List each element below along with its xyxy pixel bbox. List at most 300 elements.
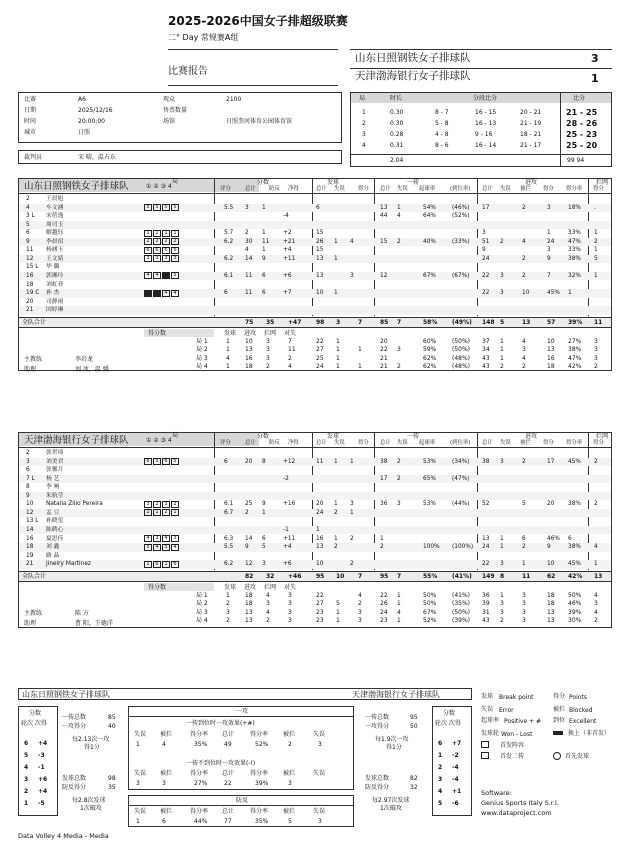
set-stat-cell: 3: [522, 608, 526, 616]
set-stat-cell: 38%: [568, 346, 582, 354]
col-header: 得分率: [190, 770, 209, 777]
stat-cell: 1: [334, 290, 338, 297]
player-number: 20: [26, 298, 34, 305]
stat-cell: 100%: [423, 544, 440, 551]
set-stat-cell: 22: [316, 337, 324, 345]
player-set-positions: 2 2 2 2: [144, 238, 180, 257]
stat-cell: 38%: [568, 544, 581, 551]
set-stat-cell: 4: [288, 363, 292, 371]
assistant-coaches: 刘 冰，温 媛: [75, 365, 109, 373]
set-stat-cell: 2: [500, 363, 504, 371]
set-stat-cell: 3: [226, 608, 230, 616]
rotation-number: 1: [438, 752, 443, 759]
stat-cell: 12: [245, 561, 253, 568]
set-stat-cell: 16: [547, 354, 555, 362]
stat-cell: 2: [245, 230, 249, 237]
rotation-diff: +4: [38, 740, 48, 747]
stat-cell: 6.2: [224, 255, 234, 262]
col-group-header: 拦网: [596, 433, 609, 440]
set-stat-cell: (48%): [452, 363, 471, 371]
set-score: 25 - 20: [566, 141, 598, 150]
set-stat-cell: 4: [266, 591, 270, 599]
stat-cell: 13: [482, 535, 490, 542]
set-cell: 4: [362, 142, 366, 149]
rotation-diff: -2: [452, 752, 459, 759]
stat-cell: 15: [380, 238, 388, 245]
set-stat-cell: 1: [336, 363, 340, 371]
set-stat-cell: 2: [358, 600, 362, 608]
col-header: 失误: [313, 731, 326, 738]
player-number: 18: [26, 544, 34, 551]
set-stat-cell: 2: [226, 617, 230, 625]
col-header: 被拦: [160, 770, 173, 777]
stat-cell: 53%: [423, 501, 436, 508]
away-sets-won: 1: [591, 72, 599, 85]
stat-cell: 9: [482, 247, 486, 254]
stat-cell: 4: [245, 247, 249, 254]
stat-cell: 35%: [194, 741, 208, 748]
stat-cell: (46%): [452, 204, 470, 211]
stat-cell: 25: [245, 501, 253, 508]
stat-cell: 3: [136, 780, 140, 787]
stat-cell: 47%: [568, 238, 581, 245]
stat-cell: 24: [482, 544, 490, 551]
stat-cell: 2: [594, 238, 598, 245]
set-stat-cell: 18: [245, 363, 253, 371]
stat-cell: 1: [350, 509, 354, 516]
stat-cell: 1: [568, 290, 572, 297]
player-number: 6: [26, 230, 30, 237]
stat-cell: 2: [350, 535, 354, 542]
set-stat-cell: 34: [482, 346, 490, 354]
points-by-set-label: 得分数: [148, 583, 167, 591]
team-total-cell: 85: [380, 318, 389, 326]
stat-cell: 2: [245, 509, 249, 516]
stat-cell: 2: [500, 238, 504, 245]
team-total-cell: 82: [245, 572, 254, 580]
set-stat-cell: 4: [594, 608, 598, 616]
set-stat-cell: 4: [522, 337, 526, 345]
player-name: 郭湘玲: [46, 272, 64, 279]
stat-cell: 6: [316, 204, 320, 211]
set-cell: 2: [362, 120, 366, 127]
player-set-positions: 2 1 2 1: [144, 509, 180, 528]
set-row-label: 局 2: [196, 600, 208, 608]
stat-cell: 5.5: [224, 544, 234, 551]
stat-cell: 10: [522, 290, 530, 297]
stat-cell: 9: [245, 544, 249, 551]
set-stat-cell: (50%): [452, 346, 471, 354]
stat-cell: 6.2: [224, 238, 234, 245]
col-header: (到位率): [450, 440, 471, 446]
stat-cell: +16: [283, 501, 296, 508]
player-number: 13 L: [26, 518, 39, 525]
set-stat-cell: 1: [336, 354, 340, 362]
stat-cell: 17: [482, 204, 490, 211]
stat-cell: +11: [283, 255, 296, 262]
stat-cell: +6: [283, 561, 292, 568]
stat-cell: 65%: [423, 475, 436, 482]
col-header: 评分: [220, 186, 231, 192]
set-stat-cell: 5: [336, 600, 340, 608]
set-row-label: 局 2: [196, 346, 208, 354]
col-group-header: 分数: [257, 179, 270, 186]
col-header: 总计: [482, 186, 493, 192]
rotation-number: 2: [438, 764, 443, 771]
stat-cell: 3: [318, 818, 322, 825]
set-cell: 8 - 7: [435, 109, 449, 116]
team-total-cell: 98: [316, 318, 325, 326]
player-name: 王文婧: [46, 255, 64, 262]
col-header: 被拦: [520, 440, 531, 446]
player-name: 张世琦: [46, 450, 64, 456]
stat-cell: 3: [547, 247, 551, 254]
team-total-cell: 7: [358, 318, 363, 326]
player-number: 21: [26, 307, 34, 314]
stat-cell: 3: [547, 204, 551, 211]
set-stat-cell: 62%: [423, 363, 437, 371]
stat-cell: 1: [316, 526, 320, 533]
stat-cell: 9: [547, 255, 551, 262]
stat-cell: 13: [316, 255, 324, 262]
stat-cell: 1: [397, 204, 401, 211]
player-number: 19 C: [26, 290, 40, 297]
player-name: 王晨旭: [46, 196, 64, 202]
rotation-number: 1: [24, 800, 29, 807]
assistant-label: 助理: [24, 619, 37, 627]
set-stat-cell: 3: [522, 346, 526, 354]
set-stat-cell: 37: [482, 337, 490, 345]
first-serve-icon: [553, 752, 561, 760]
team-total-cell: 95: [316, 572, 325, 580]
col-group-header: 一传: [407, 179, 420, 186]
stat-cell: 3: [262, 561, 266, 568]
stat-cell: 1: [334, 501, 338, 508]
set-stat-cell: 11: [288, 346, 296, 354]
team-total-cell: 95: [380, 572, 389, 580]
set-row-label: 局 1: [196, 337, 208, 345]
player-name: 国婷琳: [46, 307, 64, 314]
stat-cell: 11: [316, 458, 324, 465]
set-stat-cell: 4: [266, 608, 270, 616]
stat-cell: 3: [162, 780, 166, 787]
col-header: 起球率: [419, 186, 436, 192]
set-stat-cell: 59%: [423, 346, 437, 354]
set-row-label: 局 4: [196, 363, 208, 371]
col-header: 失误: [134, 808, 147, 815]
stat-cell: 35%: [255, 818, 269, 825]
set-stat-cell: 22: [380, 346, 388, 354]
stat-cell: 1: [500, 544, 504, 551]
stat-cell: 45%: [568, 458, 581, 465]
stat-cell: 10: [316, 290, 324, 297]
set-stat-cell: 24: [316, 363, 324, 371]
stat-cell: -4: [283, 213, 289, 220]
set-cell: 21 - 17: [520, 142, 542, 149]
col-header: 失误: [500, 440, 511, 446]
team-total-cell: 8: [500, 572, 505, 580]
stat-cell: 6: [224, 458, 228, 465]
set-stat-cell: 3: [288, 608, 292, 616]
set-stat-cell: 1: [358, 363, 362, 371]
stat-cell: 46%: [547, 535, 560, 542]
col-header: 对失: [284, 583, 297, 591]
set-stat-cell: 22: [380, 591, 388, 599]
player-set-positions: 5 4 5 4: [144, 544, 180, 563]
stat-cell: 4: [350, 238, 354, 245]
rotation-number: 2: [24, 788, 29, 795]
col-header: 得分: [543, 186, 554, 192]
set-stat-cell: 1: [336, 608, 340, 616]
footer: Data Volley 4 Media - Media: [18, 832, 109, 840]
team-total-cell: (49%): [452, 318, 472, 326]
set-stat-cell: 4: [594, 591, 598, 599]
set-stat-cell: 1: [226, 591, 230, 599]
set-stat-cell: 3: [522, 617, 526, 625]
stat-cell: 11: [262, 238, 270, 245]
col-header: 失误: [313, 808, 326, 815]
player-number: 2: [26, 196, 30, 202]
col-group-header: 拦网: [596, 179, 609, 186]
total-duration: 2.04: [390, 157, 404, 164]
sub-icon: [553, 731, 563, 735]
rotation-diff: +4: [38, 788, 48, 795]
away-team-name: 天津渤海银行女子排球队: [355, 70, 471, 82]
stat-cell: +6: [283, 272, 292, 279]
set-stat-cell: 1: [226, 363, 230, 371]
set-stat-cell: 10: [245, 337, 253, 345]
col-header: 失误: [334, 186, 345, 192]
team-total-cell: +47: [288, 318, 302, 326]
col-header: 总计: [482, 440, 493, 446]
set-cell: 20 - 21: [520, 109, 542, 116]
stat-cell: 2: [522, 544, 526, 551]
rotation-diff: -4: [452, 764, 459, 771]
stat-cell: 5.5: [224, 204, 234, 211]
rotation-diff: -5: [38, 800, 45, 807]
set-stat-cell: 2: [288, 354, 292, 362]
player-name: Natalia Zilio Pereira: [46, 501, 103, 508]
stat-cell: 2: [397, 475, 401, 482]
set-stat-cell: 39%: [568, 608, 582, 616]
stat-cell: 3: [500, 561, 504, 568]
stat-cell: 1: [136, 818, 140, 825]
set-stat-cell: 43: [482, 617, 490, 625]
team-total-cell: 149: [482, 572, 495, 580]
col-header: 评分: [220, 440, 231, 446]
col-group-header: 进攻: [525, 433, 538, 440]
col-header: 失误: [313, 770, 326, 777]
stat-cell: 2: [522, 255, 526, 262]
team-total-cell: 148: [482, 318, 495, 326]
set-stat-cell: 3: [266, 346, 270, 354]
stat-cell: 4: [162, 741, 166, 748]
col-header: 失误: [397, 186, 408, 192]
stat-cell: 14: [245, 255, 253, 262]
rotation-number: 6: [438, 740, 443, 747]
stat-cell: 10: [316, 561, 324, 568]
stat-cell: 5: [522, 501, 526, 508]
stat-cell: 22: [482, 561, 490, 568]
stat-cell: 27%: [194, 780, 208, 787]
head-coach: 陈 方: [75, 609, 89, 617]
col-header: 拦网: [264, 583, 277, 591]
stat-cell: 1: [380, 535, 384, 542]
stat-cell: (47%): [452, 475, 470, 482]
stat-cell: 3: [350, 501, 354, 508]
set-stat-cell: 2: [522, 363, 526, 371]
set-stat-cell: 18: [547, 363, 555, 371]
assistant-coaches: 曹 阳，王德洋: [75, 619, 113, 627]
stat-cell: 6: [262, 272, 266, 279]
team-total-label: 全队合计: [22, 572, 47, 580]
stat-cell: 11: [245, 290, 253, 297]
player-set-positions: 6 5 6 5: [144, 458, 180, 477]
stat-cell: 67%: [423, 272, 436, 279]
col-group-header: 一传: [407, 433, 420, 440]
col-header: 防反: [269, 186, 280, 192]
stat-cell: 6: [224, 290, 228, 297]
team-total-cell: 7: [397, 318, 402, 326]
stat-cell: 77: [224, 818, 232, 825]
col-header: 被拦: [520, 186, 531, 192]
stat-cell: 6: [262, 290, 266, 297]
stat-cell: 11: [245, 272, 253, 279]
stat-cell: 3: [350, 272, 354, 279]
set-stat-cell: 10: [547, 337, 555, 345]
stat-cell: 38: [380, 458, 388, 465]
rotation-diff: -3: [38, 752, 45, 759]
round-label: 二° Day 常规赛A组: [168, 33, 239, 42]
set-stat-cell: 2: [500, 617, 504, 625]
assistant-label: 助理: [24, 365, 37, 373]
col-header: 得分率: [250, 808, 269, 815]
stat-cell: 6.7: [224, 509, 234, 516]
stat-cell: 2: [522, 272, 526, 279]
stat-cell: 15: [316, 247, 324, 254]
set-stat-cell: 7: [288, 337, 292, 345]
set-cell: 5 - 8: [435, 120, 449, 127]
player-name: 孙晓玺: [46, 518, 64, 525]
set-stat-cell: 3: [266, 600, 270, 608]
team-total-cell: 5: [500, 318, 505, 326]
stat-cell: 1: [334, 535, 338, 542]
set-stat-cell: 3: [522, 591, 526, 599]
col-header: 被拦: [283, 808, 296, 815]
stat-cell: 1: [262, 204, 266, 211]
player-name: 宋蓓逸: [46, 213, 64, 220]
player-name: 司静雨: [46, 298, 64, 305]
stat-cell: 17: [547, 458, 555, 465]
stat-cell: 9: [547, 544, 551, 551]
first-attack-box: [128, 706, 354, 790]
set-cell: 0.28: [390, 131, 404, 138]
stat-cell: 1: [500, 535, 504, 542]
player-set-positions: 3 3 3 3: [144, 255, 180, 274]
match-info: [18, 92, 342, 143]
set-stat-cell: 13: [245, 608, 253, 616]
col-header: 总计: [380, 440, 391, 446]
col-header: 对失: [284, 329, 297, 337]
set-stat-cell: (48%): [452, 354, 471, 362]
stat-cell: 1: [262, 247, 266, 254]
col-header: 得分率: [566, 440, 583, 446]
set-stat-cell: 47%: [568, 354, 582, 362]
set-stat-cell: 3: [288, 600, 292, 608]
rotation-number: 4: [438, 788, 443, 795]
stat-cell: 2: [350, 561, 354, 568]
stat-cell: 64%: [423, 213, 436, 220]
stat-cell: 3: [500, 290, 504, 297]
col-set: 局: [172, 178, 179, 185]
set-stat-cell: 3: [594, 600, 598, 608]
set-stat-cell: 2: [594, 617, 598, 625]
player-number: 5: [26, 221, 30, 228]
col-header: 总计: [245, 186, 256, 192]
player-set-positions: 4 4 5: [144, 272, 180, 291]
col-header: 得分: [543, 440, 554, 446]
col-header: 拦网: [264, 329, 277, 337]
stat-cell: 5: [594, 255, 598, 262]
col-header: 失误: [397, 440, 408, 446]
player-number: 6: [26, 467, 30, 474]
stat-cell: 30: [245, 238, 253, 245]
team-total-cell: 7: [397, 572, 402, 580]
team-total-cell: 42%: [568, 572, 583, 580]
stat-cell: 1: [334, 238, 338, 245]
stat-cell: 2: [334, 509, 338, 516]
set-stat-cell: 26: [380, 600, 388, 608]
coach-label: 主教练: [24, 355, 43, 363]
player-number: 16: [26, 535, 34, 542]
player-number: 2: [26, 450, 30, 456]
stat-cell: (34%): [452, 458, 470, 465]
set-cell: 16 - 13: [475, 120, 497, 127]
stat-cell: 8: [262, 458, 266, 465]
set-stat-cell: 60%: [423, 337, 437, 345]
set-stat-cell: 1: [226, 337, 230, 345]
stat-cell: 38%: [568, 255, 581, 262]
col-header: 得分: [593, 440, 604, 446]
stat-cell: 1: [594, 230, 598, 237]
col-header: 进攻: [244, 583, 257, 591]
col-group-header: 发球: [327, 433, 340, 440]
set-row-label: 局 1: [196, 591, 208, 599]
stat-cell: 2: [594, 501, 598, 508]
set-row-label: 局 3: [196, 354, 208, 362]
stat-cell: 20: [316, 501, 324, 508]
col-group-header: 分数: [257, 433, 270, 440]
stat-cell: (44%): [452, 501, 470, 508]
team-total-cell: 55%: [423, 572, 438, 580]
set-cell: 4 - 8: [435, 131, 449, 138]
stat-cell: 1: [334, 458, 338, 465]
set-stat-cell: 18: [547, 591, 555, 599]
set-stat-cell: 1: [336, 337, 340, 345]
stat-cell: 1: [262, 509, 266, 516]
col-header: 失误: [500, 186, 511, 192]
player-set-positions: 1 1 1 1: [144, 230, 180, 249]
stat-cell: 45%: [547, 290, 560, 297]
player-name: 毕 璐: [46, 264, 60, 271]
player-set-positions: 5 5 5 5: [144, 204, 180, 223]
referees: 宋 晴，温占东: [78, 154, 116, 161]
set-stat-cell: 3: [594, 354, 598, 362]
stat-cell: 1: [334, 255, 338, 262]
player-name: 刘美君: [46, 458, 64, 465]
stat-cell: .: [594, 204, 596, 211]
stat-cell: 6.3: [224, 535, 234, 542]
